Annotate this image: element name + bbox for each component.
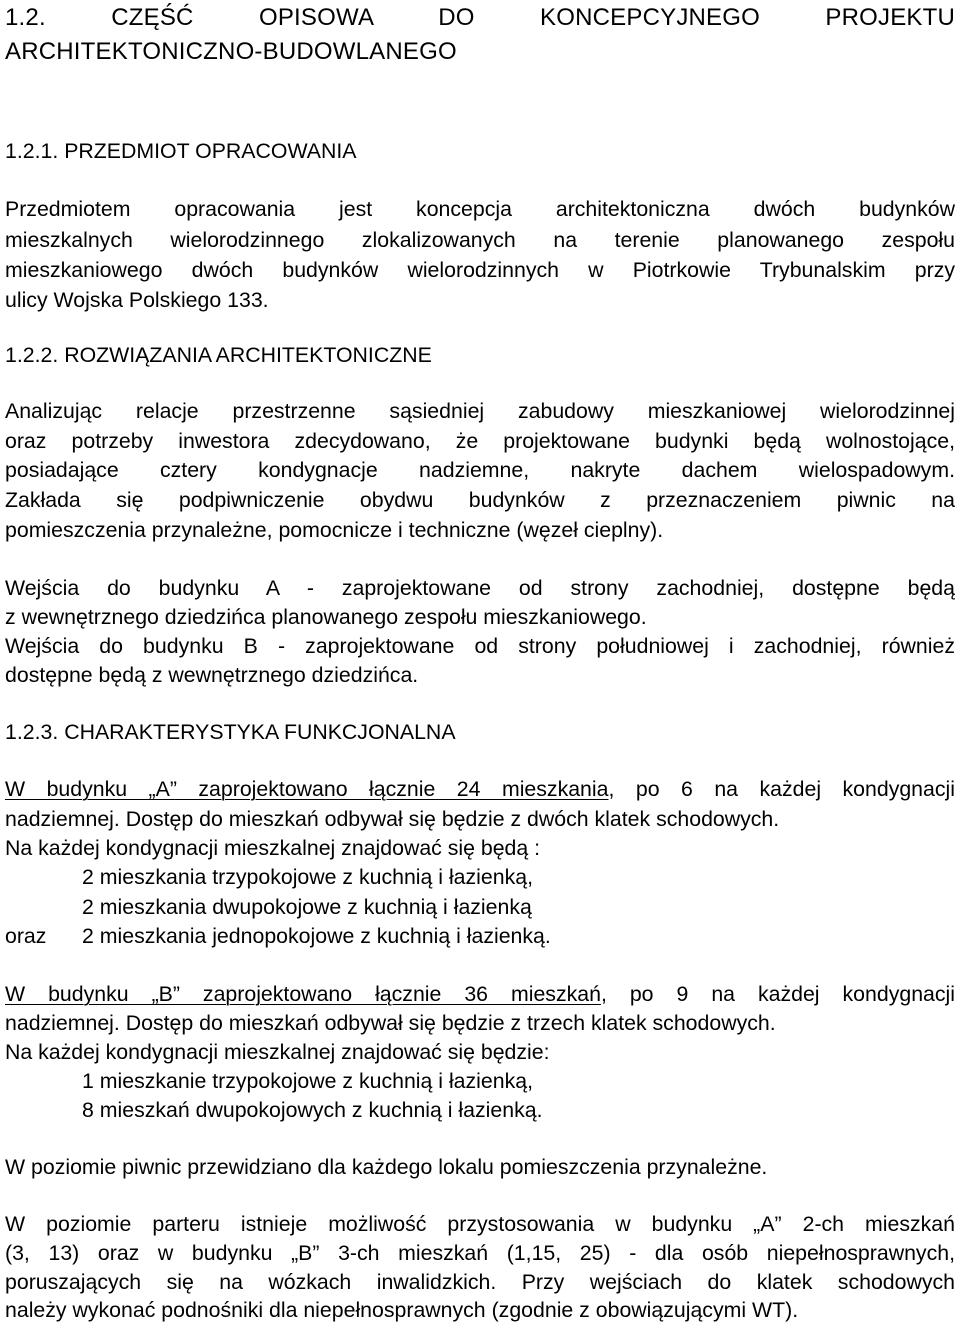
paragraph-line: pomieszczenia przynależne, pomocnicze i techniczne (węzeł cieplny). bbox=[5, 518, 664, 542]
paragraph-line: poruszających się na wózkach inwalidzkich. Przy wejściach do klatek schodowych bbox=[5, 1270, 955, 1294]
paragraph-line: Przedmiotem opracowania jest koncepcja architektoniczna dwóch budynków bbox=[5, 197, 955, 221]
paragraph-line: Na każdej kondygnacji mieszkalnej znajdować się będzie: bbox=[5, 1040, 550, 1064]
section-heading-rozwiazania: 1.2.2. ROZWIĄZANIA ARCHITEKTONICZNE bbox=[5, 343, 432, 367]
paragraph-line: z wewnętrznego dziedzińca planowanego zespołu mieszkaniowego. bbox=[5, 605, 647, 629]
paragraph-line: Zakłada się podpiwniczenie obydwu budynków z przeznaczeniem piwnic na bbox=[5, 488, 955, 512]
paragraph-line: W poziomie piwnic przewidziano dla każdego lokalu pomieszczenia przynależne. bbox=[5, 1155, 768, 1179]
list-item: 8 mieszkań dwupokojowych z kuchnią i łazienką. bbox=[82, 1098, 543, 1122]
paragraph-line: Na każdej kondygnacji mieszkalnej znajdować się będą : bbox=[5, 836, 541, 860]
title-word: DO bbox=[438, 4, 475, 31]
building-b-summary-line bbox=[5, 980, 955, 1008]
paragraph-line: (3, 13) oraz w budynku „B” 3-ch mieszkań (1,15, 25) - dla osób niepełnosprawnych, bbox=[5, 1241, 955, 1265]
section-heading-przedmiot: 1.2.1. PRZEDMIOT OPRACOWANIA bbox=[5, 139, 357, 163]
title-word: OPISOWA bbox=[258, 4, 373, 31]
paragraph-line: nadziemnej. Dostęp do mieszkań odbywał się będzie z dwóch klatek schodowych. bbox=[5, 807, 780, 831]
building-a-summary-rest: , po 6 na każdej kondygnacji bbox=[608, 777, 955, 801]
list-item: 2 mieszkania dwupokojowe z kuchnią i łazienką bbox=[82, 895, 532, 919]
paragraph-line: W poziomie parteru istnieje możliwość przystosowania w budynku „A” 2-ch mieszkań bbox=[5, 1212, 955, 1236]
building-b-summary-rest: , po 9 na każdej kondygnacji bbox=[600, 982, 955, 1006]
list-item: 2 mieszkania trzypokojowe z kuchnią i łazienką, bbox=[82, 865, 533, 889]
building-b-summary-underlined: W budynku „B” zaprojektowano łącznie 36 mieszkań bbox=[5, 982, 601, 1006]
document-title-line-2: ARCHITEKTONICZNO-BUDOWLANEGO bbox=[5, 38, 457, 65]
paragraph-line: należy wykonać podnośniki dla niepełnosprawnych (zgodnie z obowiązującymi WT). bbox=[5, 1298, 799, 1322]
document-title-line-1 bbox=[5, 4, 955, 32]
title-number: 1.2. bbox=[5, 4, 46, 31]
building-a-summary-line bbox=[5, 775, 955, 803]
list-item: 1 mieszkanie trzypokojowe z kuchnią i łazienką, bbox=[82, 1069, 533, 1093]
list-item: 2 mieszkania jednopokojowe z kuchnią i łazienką. bbox=[82, 924, 551, 948]
paragraph-line: Analizując relacje przestrzenne sąsiedniej zabudowy mieszkaniowej wielorodzinnej bbox=[5, 399, 955, 423]
paragraph-line: Wejścia do budynku A - zaprojektowane od strony zachodniej, dostępne będą bbox=[5, 576, 955, 600]
section-heading-charakterystyka: 1.2.3. CHARAKTERYSTYKA FUNKCJONALNA bbox=[5, 720, 456, 744]
title-word: CZĘŚĆ bbox=[111, 4, 194, 31]
title-word: PROJEKTU bbox=[825, 4, 956, 31]
paragraph-line: posiadające cztery kondygnacje nadziemne, nakryte dachem wielospadowym. bbox=[5, 458, 955, 482]
building-a-summary-underlined: W budynku „A” zaprojektowano łącznie 24 mieszkania bbox=[5, 777, 609, 801]
paragraph-line: Wejścia do budynku B - zaprojektowane od strony południowej i zachodniej, również bbox=[5, 634, 955, 658]
paragraph-line: ulicy Wojska Polskiego 133. bbox=[5, 288, 269, 312]
paragraph-line: dostępne będą z wewnętrznego dziedzińca. bbox=[5, 663, 419, 687]
paragraph-line: nadziemnej. Dostęp do mieszkań odbywał się będzie z trzech klatek schodowych. bbox=[5, 1011, 776, 1035]
paragraph-line: mieszkaniowego dwóch budynków wielorodzinnych w Piotrkowie Trybunalskim przy bbox=[5, 258, 955, 282]
oraz-label: oraz bbox=[5, 924, 47, 948]
paragraph-line: oraz potrzeby inwestora zdecydowano, że projektowane budynki będą wolnostojące, bbox=[5, 429, 955, 453]
title-word: KONCEPCYJNEGO bbox=[540, 4, 761, 31]
paragraph-line: mieszkalnych wielorodzinnego zlokalizowanych na terenie planowanego zespołu bbox=[5, 228, 955, 252]
